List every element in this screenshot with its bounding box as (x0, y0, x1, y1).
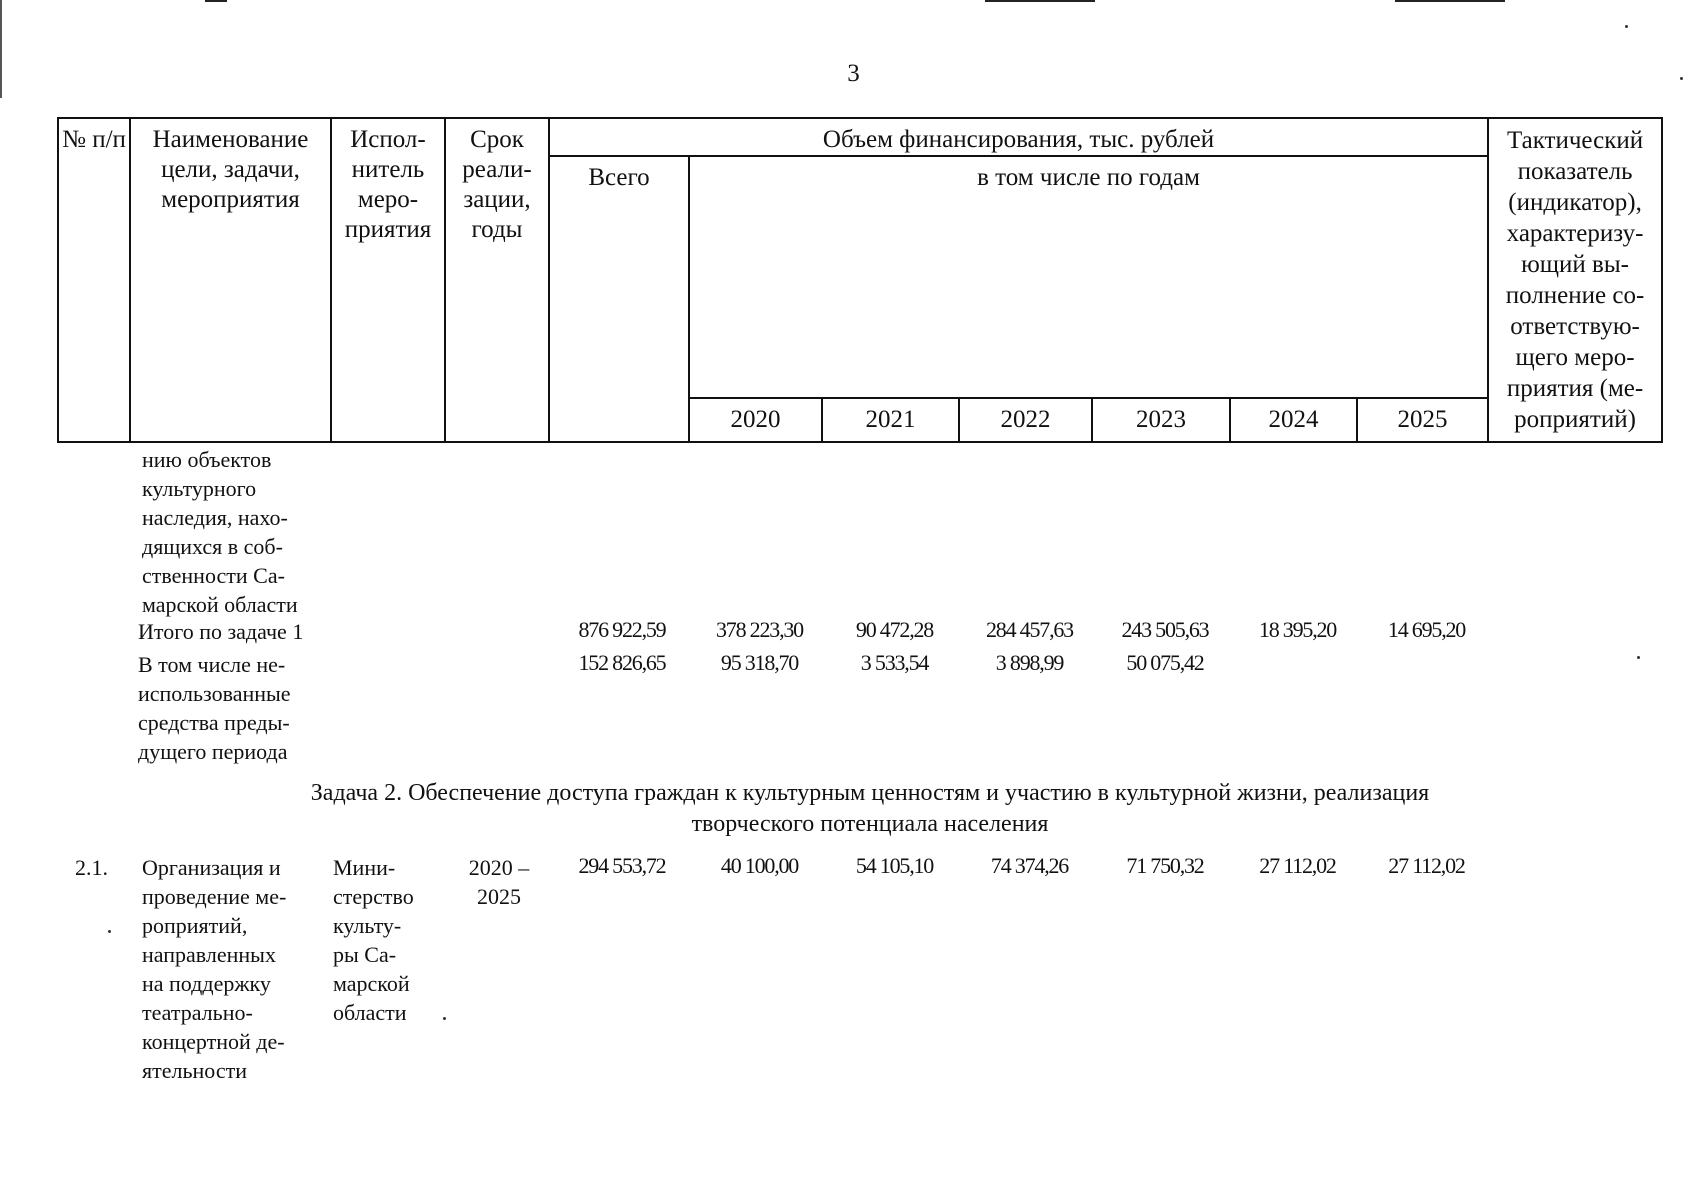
item-term: 2020 – 2025 (468, 855, 530, 909)
unused-value: 3 898,99 (995, 650, 1064, 675)
item-value: 54 105,10 (855, 853, 934, 878)
header-year: 2021 (822, 398, 959, 442)
header-indicator: Тактический показатель (индикатор), характеризу-ющий вы-полнение со-ответствую-щего меро-приятия (ме-роприятий) (1488, 118, 1662, 442)
unused-value: 3 533,54 (860, 650, 929, 675)
header-executor: Испол-нитель меро-приятия (331, 118, 445, 442)
scan-speck (1637, 656, 1640, 659)
header-name: Наименование цели, задачи, мероприятия (130, 118, 331, 442)
scan-speck (443, 1017, 446, 1020)
header-year: 2020 (689, 398, 822, 442)
task-2-title: Задача 2. Обеспечение доступа граждан к культурным ценностям и участию в культурной жизни, реализация творческого потенциала населения (310, 780, 1430, 837)
item-value: 294 553,72 (578, 853, 666, 878)
header-number: № п/п (58, 118, 130, 442)
total-value: 284 457,63 (985, 617, 1073, 642)
total-row-label: Итого по задаче 1 (138, 619, 304, 644)
scan-line (1395, 0, 1505, 2)
item-value: 27 112,02 (1388, 853, 1465, 878)
item-value: 74 374,26 (990, 853, 1069, 878)
item-value: 40 100,00 (720, 853, 799, 878)
unused-value: 50 075,42 (1126, 650, 1204, 675)
item-value: 71 750,32 (1126, 853, 1204, 878)
header-year: 2025 (1357, 398, 1488, 442)
scan-line (985, 0, 1095, 2)
header-table (57, 117, 1663, 443)
total-value: 876 922,59 (578, 617, 666, 642)
unused-value: 95 318,70 (720, 650, 799, 675)
unused-funds-label: В том числе не- использованные средства преды- дущего периода (138, 652, 291, 764)
header-total: Всего (549, 156, 689, 442)
continuation-text: нию объектов культурного наследия, нахо- дящихся в соб- ственности Са- марской области (142, 447, 298, 617)
scan-speck (1625, 25, 1628, 28)
header-year: 2022 (959, 398, 1092, 442)
header-term: Срок реали-зации, годы (445, 118, 549, 442)
header-funding: Объем финансирования, тыс. рублей (549, 118, 1488, 156)
header-year: 2023 (1092, 398, 1230, 442)
page-number: 3 (847, 60, 860, 87)
header-year: 2024 (1230, 398, 1357, 442)
scan-speck (108, 930, 111, 933)
item-value: 27 112,02 (1259, 853, 1336, 878)
total-value: 243 505,63 (1121, 617, 1209, 642)
scan-line (205, 0, 227, 2)
item-name: Организация и проведение ме- роприятий, направленных на поддержку театрально- концертной де- ятельности (142, 855, 287, 1083)
total-value: 14 695,20 (1387, 617, 1466, 642)
total-value: 90 472,28 (855, 617, 934, 642)
total-value: 378 223,30 (715, 617, 803, 642)
item-number: 2.1. (75, 855, 108, 880)
item-executor: Мини- стерство культу- ры Са- марской области (333, 855, 414, 1025)
unused-value: 152 826,65 (578, 650, 666, 675)
header-by-years: в том числе по годам (689, 156, 1488, 398)
total-value: 18 395,20 (1258, 617, 1337, 642)
